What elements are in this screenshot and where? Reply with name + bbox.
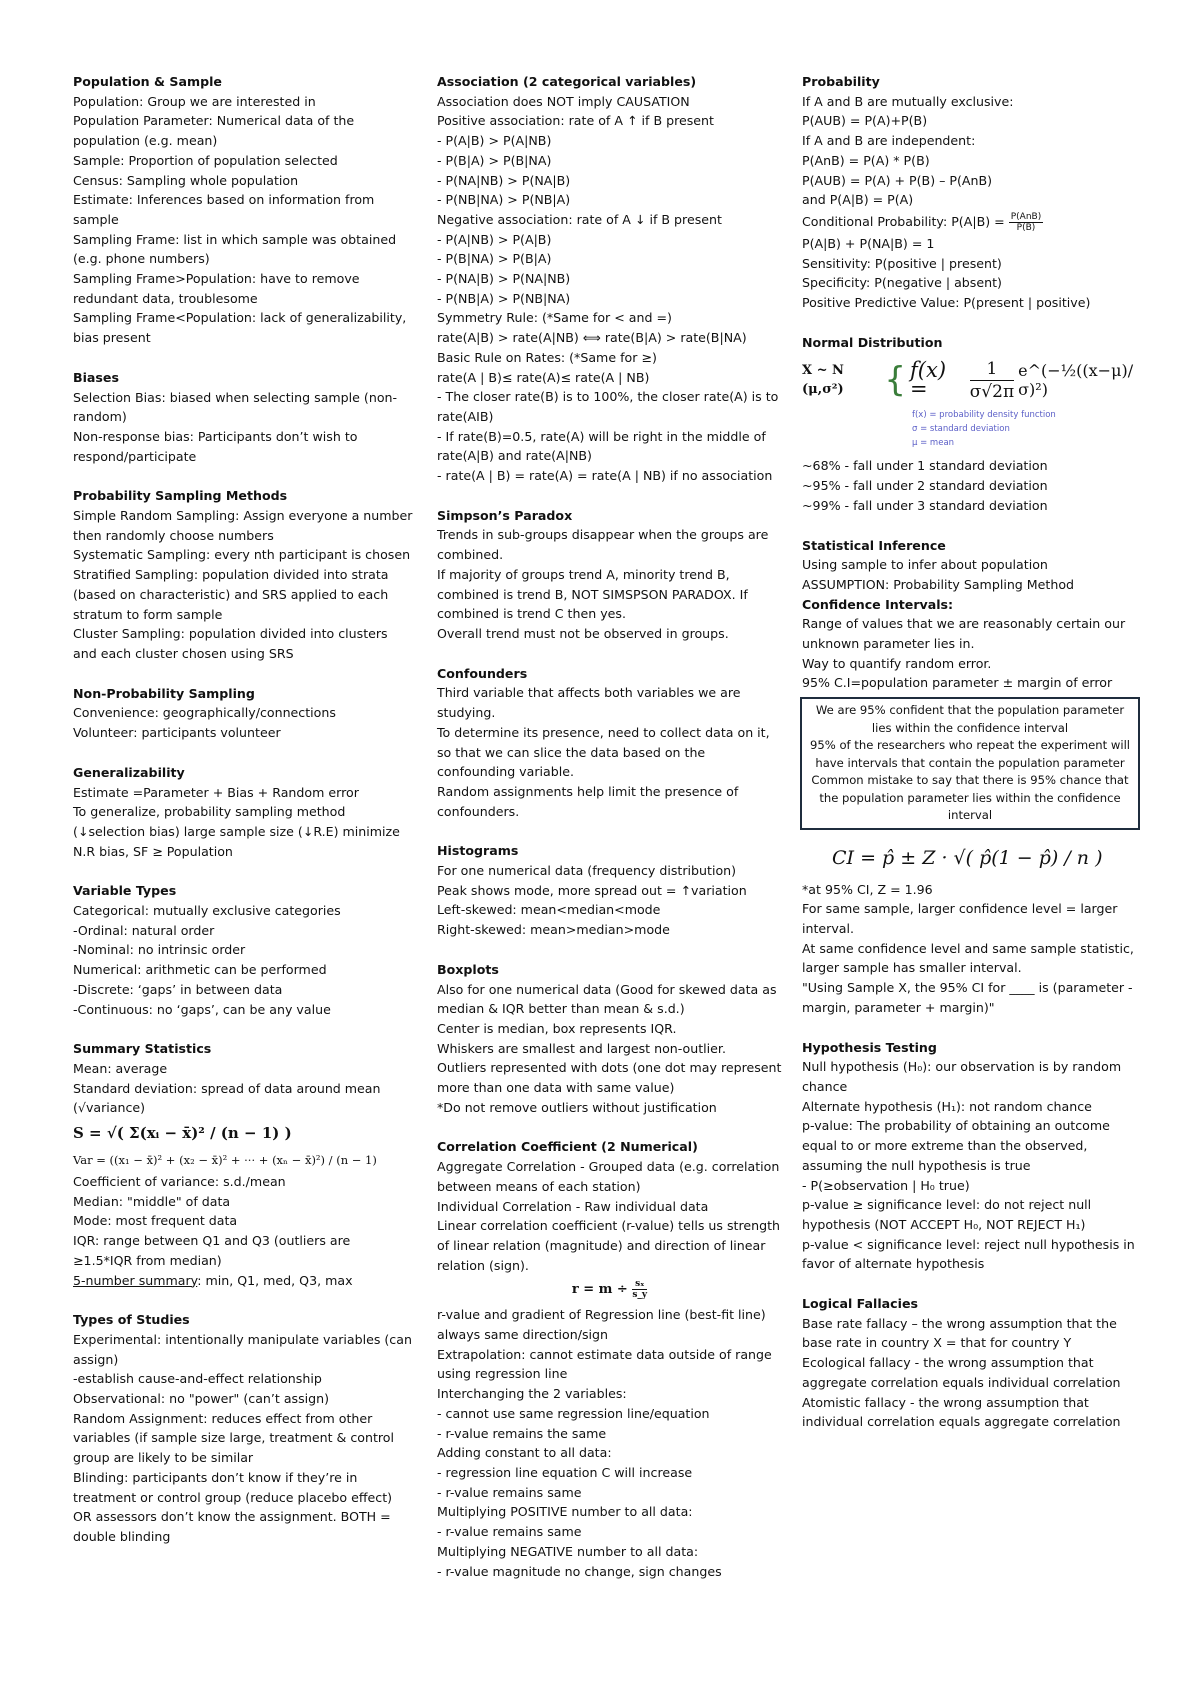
text-line: Extrapolation: cannot estimate data outside of range using regression line [437, 1346, 772, 1382]
confidence-intervals-subheading: Confidence Intervals: [802, 596, 954, 612]
five-number-summary [73, 1271, 413, 1291]
text-line: rate(A | B)≤ rate(A)≤ rate(A | NB) [437, 369, 650, 385]
conditional-probability [802, 210, 1147, 234]
text-line: "Using Sample X, the 95% CI for ____ is (parameter - margin, parameter + margin)" [802, 980, 1133, 1015]
text-line: Experimental: intentionally manipulate variables (can assign) [73, 1331, 412, 1367]
section-normal-distribution [802, 333, 1147, 516]
section-non-probability-sampling [73, 684, 413, 743]
normal-denominator: σ√2π [969, 381, 1015, 402]
normal-fx: f(x) = [910, 357, 947, 402]
text-line: Convenience: geographically/connections [73, 705, 336, 721]
text-line: Range of values that we are reasonably certain our unknown parameter lies in. [802, 616, 1126, 652]
text-line: Population Parameter: Numerical data of the population (e.g. mean) [73, 113, 355, 149]
text-line: Population: Group we are interested in [73, 93, 316, 109]
text-line: Sampling Frame<Population: lack of generalizability, bias present [73, 310, 407, 346]
text-line: - r-value remains same [437, 1484, 582, 1500]
ci-formula: CI = p̂ ± Z · √( p̂(1 − p̂) / n ) [832, 846, 1103, 869]
text-line: *Do not remove outliers without justification [437, 1099, 717, 1115]
text-line: Blinding: participants don’t know if they’re in treatment or control group (reduce placebo effect) OR assessors don’t know the assignment. BOTH = double blinding [73, 1469, 393, 1544]
text-line: ~95% - fall under 2 standard deviation [802, 478, 1048, 494]
section-probability-sampling [73, 486, 413, 663]
text-line: Ecological fallacy - the wrong assumption that aggregate correlation equals individual correlation [802, 1355, 1121, 1390]
text-line: Mean: average [73, 1060, 168, 1076]
text-line: Positive association: rate of A ↑ if B present [437, 113, 714, 129]
text-line: -establish cause-and-effect relationship [73, 1371, 322, 1387]
text-line: To determine its presence, need to collect data on it, so that we can slice the data based on the confounding variable. [437, 724, 770, 780]
legend-item: σ = standard deviation [912, 424, 1010, 435]
section-histograms [437, 841, 782, 940]
text-line: - P(NB|A) > P(NB|NA) [437, 290, 571, 306]
text-line: Null hypothesis (H₀): our observation is by random chance [802, 1059, 1122, 1094]
text-line: P(AnB) = P(A) * P(B) [802, 152, 930, 168]
text-line: Alternate hypothesis (H₁): not random chance [802, 1098, 1092, 1114]
text-line: Numerical: arithmetic can be performed [73, 962, 327, 978]
text-line: Estimate: Inferences based on information from sample [73, 192, 375, 227]
text-line: Way to quantify random error. [802, 655, 992, 671]
text-line: Atomistic fallacy - the wrong assumption that individual correlation equals aggregate correlation [802, 1394, 1121, 1430]
text-line: Third variable that affects both variables we are studying. [437, 685, 741, 721]
section-heading: Biases [73, 369, 119, 385]
text-line: Stratified Sampling: population divided into strata (based on characteristic) and SRS applied to each stratum to form sample [73, 567, 389, 622]
text-line: - P(≥observation | H₀ true) [802, 1177, 970, 1193]
normal-formula [802, 354, 1147, 406]
text-line: Base rate fallacy – the wrong assumption that the base rate in country X = that for country Y [802, 1315, 1117, 1351]
five-number-label: 5-number summary [73, 1272, 198, 1288]
text-line: r-value and gradient of Regression line (best-fit line) always same direction/sign [437, 1307, 766, 1343]
text-line: - P(NA|B) > P(NA|NB) [437, 271, 571, 287]
section-population-sample [73, 72, 413, 348]
text-line: Sample: Proportion of population selected [73, 152, 338, 168]
section-variable-types [73, 881, 413, 1019]
section-heading: Confounders [437, 665, 528, 681]
section-heading: Population & Sample [73, 74, 222, 89]
text-line: Random assignments help limit the presence of confounders. [437, 783, 739, 819]
text-line: Using sample to infer about population [802, 557, 1048, 573]
text-line: p-value < significance level: reject null hypothesis in favor of alternate hypothesis [802, 1236, 1135, 1272]
text-line: - r-value remains same [437, 1524, 582, 1540]
legend-item: f(x) = probability density function [912, 410, 1056, 421]
section-correlation [437, 1137, 782, 1581]
text-line: Specificity: P(negative | absent) [802, 275, 1002, 291]
text-line: Cluster Sampling: population divided into clusters and each cluster chosen using SRS [73, 626, 388, 661]
text-line: - P(NA|NB) > P(NA|B) [437, 172, 571, 188]
text-line: Sampling Frame: list in which sample was obtained (e.g. phone numbers) [73, 231, 397, 267]
text-line: Peak shows mode, more spread out = ↑variation [437, 882, 747, 898]
normal-numerator: 1 [970, 358, 1014, 381]
text-line: p-value ≥ significance level: do not reject null hypothesis (NOT ACCEPT H₀, NOT REJECT H₁) [802, 1197, 1092, 1232]
column-3 [802, 72, 1147, 1452]
five-number-text: : min, Q1, med, Q3, max [197, 1272, 353, 1288]
section-biases [73, 368, 413, 467]
section-summary-statistics [73, 1039, 413, 1290]
text-line: Standard deviation: spread of data around mean (√variance) [73, 1080, 381, 1116]
section-hypothesis-testing [802, 1038, 1147, 1274]
ci-interpretation-box [800, 697, 1140, 830]
section-heading: Logical Fallacies [802, 1296, 918, 1312]
section-heading: Simpson’s Paradox [437, 507, 573, 523]
section-heading: Hypothesis Testing [802, 1039, 937, 1055]
text-line: Whiskers are smallest and largest non-outlier. [437, 1040, 726, 1056]
text-line: ~68% - fall under 1 standard deviation [802, 458, 1048, 474]
conditional-label: Conditional Probability: P(A|B) = [802, 213, 1005, 229]
text-line: Volunteer: participants volunteer [73, 725, 281, 741]
conditional-fraction [1009, 212, 1044, 233]
section-association [437, 72, 782, 486]
text-line: Symmetry Rule: (*Same for < and =) [437, 310, 672, 326]
text-line: Aggregate Correlation - Grouped data (e.g. correlation between means of each station) [437, 1159, 780, 1194]
text-line: Association does NOT imply CAUSATION [437, 93, 690, 109]
text-line: - cannot use same regression line/equation [437, 1405, 710, 1421]
text-line: P(A|B) + P(NA|B) = 1 [802, 235, 935, 251]
text-line: - The closer rate(B) is to 100%, the closer rate(A) is to rate(AIB) [437, 389, 779, 424]
box-line: 95% of the researchers who repeat the experiment will have intervals that contain the population parameter [809, 738, 1131, 770]
text-line: -Ordinal: natural order [73, 922, 215, 938]
r-formula [437, 1275, 782, 1305]
text-line: Selection Bias: biased when selecting sample (non-random) [73, 389, 398, 425]
variance-formula: Var = ((x₁ − x̄)² + (x₂ − x̄)² + ··· + (xₙ − x̄)²) / (n − 1) [73, 1153, 377, 1168]
text-line: For same sample, larger confidence level = larger interval. [802, 901, 1118, 937]
conditional-numerator: P(AnB) [1010, 211, 1042, 222]
text-line: If A and B are independent: [802, 133, 976, 149]
text-line: For one numerical data (frequency distribution) [437, 863, 737, 879]
text-line: Median: "middle" of data [73, 1193, 231, 1209]
text-line: Sampling Frame>Population: have to remove redundant data, troublesome [73, 271, 360, 306]
normal-x-label: X ~ N (μ,σ²) [802, 362, 844, 398]
text-line: Positive Predictive Value: P(present | positive) [802, 295, 1091, 311]
text-line: Interchanging the 2 variables: [437, 1386, 627, 1402]
text-line: Negative association: rate of A ↓ if B present [437, 211, 722, 227]
text-line: rate(A|B) > rate(A|NB) ⟺ rate(B|A) > rate(B|NA) [437, 330, 747, 346]
text-line: Categorical: mutually exclusive categories [73, 903, 341, 919]
text-line: If majority of groups trend A, minority trend B, combined is trend B, NOT SIMSPSON PARADOX. If combined is trend C then yes. [437, 566, 748, 622]
text-line: Adding constant to all data: [437, 1445, 612, 1461]
section-heading: Probability Sampling Methods [73, 488, 288, 504]
text-line: - regression line equation C will increase [437, 1465, 693, 1480]
text-line: Systematic Sampling: every nth participant is chosen [73, 547, 411, 563]
text-line: 95% C.I=population parameter ± margin of error [802, 675, 1113, 691]
text-line: Coefficient of variance: s.d./mean [73, 1174, 286, 1190]
section-heading: Generalizability [73, 764, 185, 780]
text-line: - P(B|A) > P(B|NA) [437, 152, 552, 168]
box-line: Common mistake to say that there is 95% chance that the population parameter lies within the confidence interval [811, 773, 1129, 823]
text-line: Census: Sampling whole population [73, 172, 299, 188]
text-line: Simple Random Sampling: Assign everyone a number then randomly choose numbers [73, 508, 413, 543]
column-2 [437, 72, 782, 1601]
text-line: Center is median, box represents IQR. [437, 1020, 677, 1036]
section-simpsons-paradox [437, 506, 782, 644]
text-line: - r-value remains the same [437, 1425, 607, 1441]
text-line: Estimate =Parameter + Bias + Random error [73, 784, 359, 800]
text-line: -Nominal: no intrinsic order [73, 942, 246, 958]
text-line: - r-value magnitude no change, sign changes [437, 1563, 722, 1579]
section-confounders [437, 664, 782, 822]
conditional-denominator: P(B) [1016, 222, 1036, 233]
text-line: Trends in sub-groups disappear when the groups are combined. [437, 527, 769, 563]
text-line: Mode: most frequent data [73, 1213, 238, 1229]
text-line: *at 95% CI, Z = 1.96 [802, 881, 933, 897]
text-line: Outliers represented with dots (one dot may represent more than one data with same value) [437, 1060, 782, 1096]
text-line: p-value: The probability of obtaining an outcome equal to or more extreme than the observed, assuming the null hypothesis is true [802, 1118, 1110, 1173]
text-line: - P(A|B) > P(A|NB) [437, 133, 552, 149]
section-heading: Normal Distribution [802, 334, 943, 350]
text-line: IQR: range between Q1 and Q3 (outliers are ≥1.5*IQR from median) [73, 1233, 351, 1268]
text-line: - P(NB|NA) > P(NB|A) [437, 192, 571, 208]
r-formula-denominator: s_y [632, 1290, 648, 1301]
section-heading: Statistical Inference [802, 537, 946, 553]
text-line: Overall trend must not be observed in groups. [437, 625, 729, 641]
text-line: P(AUB) = P(A)+P(B) [802, 113, 928, 129]
section-heading: Types of Studies [73, 1312, 190, 1328]
text-line: Multiplying POSITIVE number to all data: [437, 1504, 693, 1520]
text-line: At same confidence level and same sample statistic, larger sample has smaller interval. [802, 940, 1134, 976]
text-line: Non-response bias: Participants don’t wish to respond/participate [73, 428, 358, 464]
text-line: - P(B|NA) > P(B|A) [437, 251, 552, 267]
text-line: ASSUMPTION: Probability Sampling Method [802, 576, 1075, 592]
section-heading: Summary Statistics [73, 1041, 212, 1057]
text-line: Multiplying NEGATIVE number to all data: [437, 1543, 699, 1559]
text-line: Observational: no "power" (can’t assign) [73, 1391, 330, 1407]
sd-formula: S = √( Σ(xᵢ − x̄)² / (n − 1) ) [73, 1124, 292, 1143]
text-line: Linear correlation coefficient (r-value) tells us strength of linear relation (magnitude) and direction of linear relation (sign). [437, 1218, 781, 1273]
section-heading: Variable Types [73, 883, 177, 899]
text-line: and P(A|B) = P(A) [802, 192, 914, 208]
text-line: ~99% - fall under 3 standard deviation [802, 497, 1048, 513]
normal-fraction [970, 358, 1014, 403]
section-heading: Association (2 categorical variables) [437, 74, 697, 89]
text-line: Also for one numerical data (Good for skewed data as median & IQR better than mean & s.d.) [437, 981, 777, 1017]
text-line: P(AUB) = P(A) + P(B) – P(AnB) [802, 172, 993, 188]
section-heading: Probability [802, 74, 880, 89]
section-logical-fallacies [802, 1294, 1147, 1432]
r-formula-fraction [632, 1279, 647, 1300]
text-line: - P(A|NB) > P(A|B) [437, 231, 552, 247]
text-line: Basic Rule on Rates: (*Same for ≥) [437, 349, 657, 365]
text-line: If A and B are mutually exclusive: [802, 93, 1014, 109]
text-line: - rate(A | B) = rate(A) = rate(A | NB) if no association [437, 468, 773, 484]
r-formula-left: r = m ÷ [571, 1282, 628, 1298]
section-boxplots [437, 960, 782, 1118]
text-line: Sensitivity: P(positive | present) [802, 255, 1002, 271]
section-probability [802, 72, 1147, 313]
normal-exponent: e^(−½((x−μ)/σ)²) [1018, 360, 1134, 400]
text-line: - If rate(B)=0.5, rate(A) will be right in the middle of rate(A|B) and rate(A|NB) [437, 428, 766, 464]
text-line: Individual Correlation - Raw individual data [437, 1198, 709, 1214]
r-formula-numerator: sₓ [632, 1279, 647, 1290]
text-line: -Continuous: no ‘gaps’, can be any value [73, 1001, 331, 1017]
section-heading: Correlation Coefficient (2 Numerical) [437, 1139, 698, 1155]
column-1 [73, 72, 413, 1567]
text-line: -Discrete: ‘gaps’ in between data [73, 981, 283, 997]
section-types-of-studies [73, 1310, 413, 1546]
normal-legend [802, 408, 1147, 450]
section-generalizability [73, 763, 413, 862]
brace-icon: { [884, 360, 907, 401]
text-line: Random Assignment: reduces effect from other variables (if sample size large, treatment & control group are likely to be similar [73, 1410, 395, 1466]
box-line: We are 95% confident that the population parameter lies within the confidence interval [815, 703, 1125, 735]
section-heading: Histograms [437, 843, 519, 859]
section-heading: Non-Probability Sampling [73, 685, 255, 701]
section-heading: Boxplots [437, 961, 499, 977]
text-line: Left-skewed: mean<median<mode [437, 902, 661, 918]
text-line: Right-skewed: mean>median>mode [437, 922, 670, 938]
section-statistical-inference [802, 536, 1147, 1018]
text-line: To generalize, probability sampling method (↓selection bias) large sample size (↓R.E) minimize N.R bias, SF ≥ Population [73, 804, 400, 859]
legend-item: μ = mean [912, 438, 955, 449]
